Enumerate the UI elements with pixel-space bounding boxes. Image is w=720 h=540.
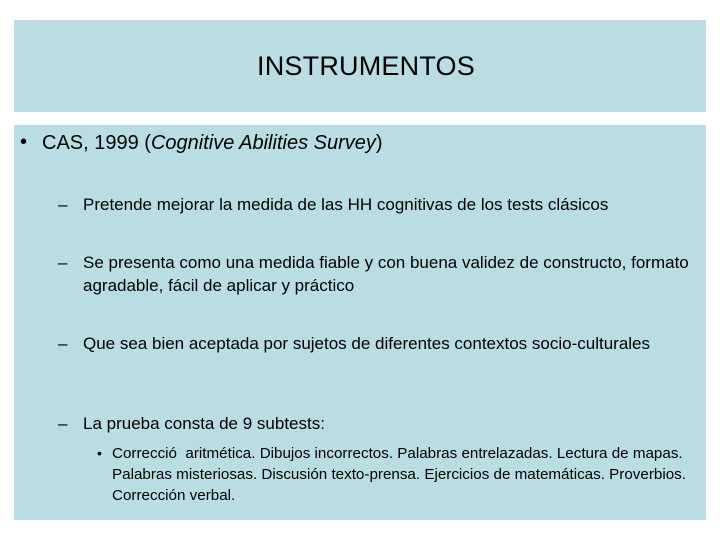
title-box — [14, 20, 706, 112]
dash-marker: – — [58, 195, 68, 214]
sub-bullet-text: La prueba consta de 9 subtests: — [83, 414, 325, 433]
dash-marker: – — [58, 334, 68, 353]
main-bullet-suffix: ) — [375, 132, 383, 154]
sub-bullet-text: Se presenta como una medida fiable y con buena validez de constructo, formato agradable, fácil de aplicar y práctico — [83, 253, 689, 295]
sub-bullet-text: Pretende mejorar la medida de las HH cognitivas de los tests clásicos — [83, 195, 609, 214]
bullet-marker: • — [20, 131, 28, 153]
main-bullet-prefix: CAS, 1999 ( — [42, 132, 151, 154]
subtests-bullet-row — [94, 443, 702, 506]
sub-bullet-row — [58, 193, 693, 216]
dash-marker: – — [58, 414, 68, 433]
subtests-list-text: Correcció aritmética. Dibujos incorrectos. Palabras entrelazadas. Lectura de mapas. Palabras misteriosas. Discusión texto-prensa. Ejercicios de matemáticas. Proverbios. Corrección verbal. — [112, 445, 691, 504]
sub-bullet-text: Que sea bien aceptada por sujetos de diferentes contextos socio-culturales — [83, 334, 651, 353]
dash-marker: – — [58, 253, 68, 272]
main-bullet-text — [42, 131, 383, 155]
sub-bullet-row — [58, 412, 693, 435]
sub-bullet-row — [58, 332, 693, 355]
content-box — [14, 125, 706, 520]
main-bullet-row — [20, 131, 383, 155]
sub-bullet-row — [58, 251, 693, 297]
slide-title: INSTRUMENTOS — [257, 50, 475, 81]
bullet-marker: • — [97, 445, 102, 461]
main-bullet-italic: Cognitive Abilities Survey — [150, 132, 376, 154]
